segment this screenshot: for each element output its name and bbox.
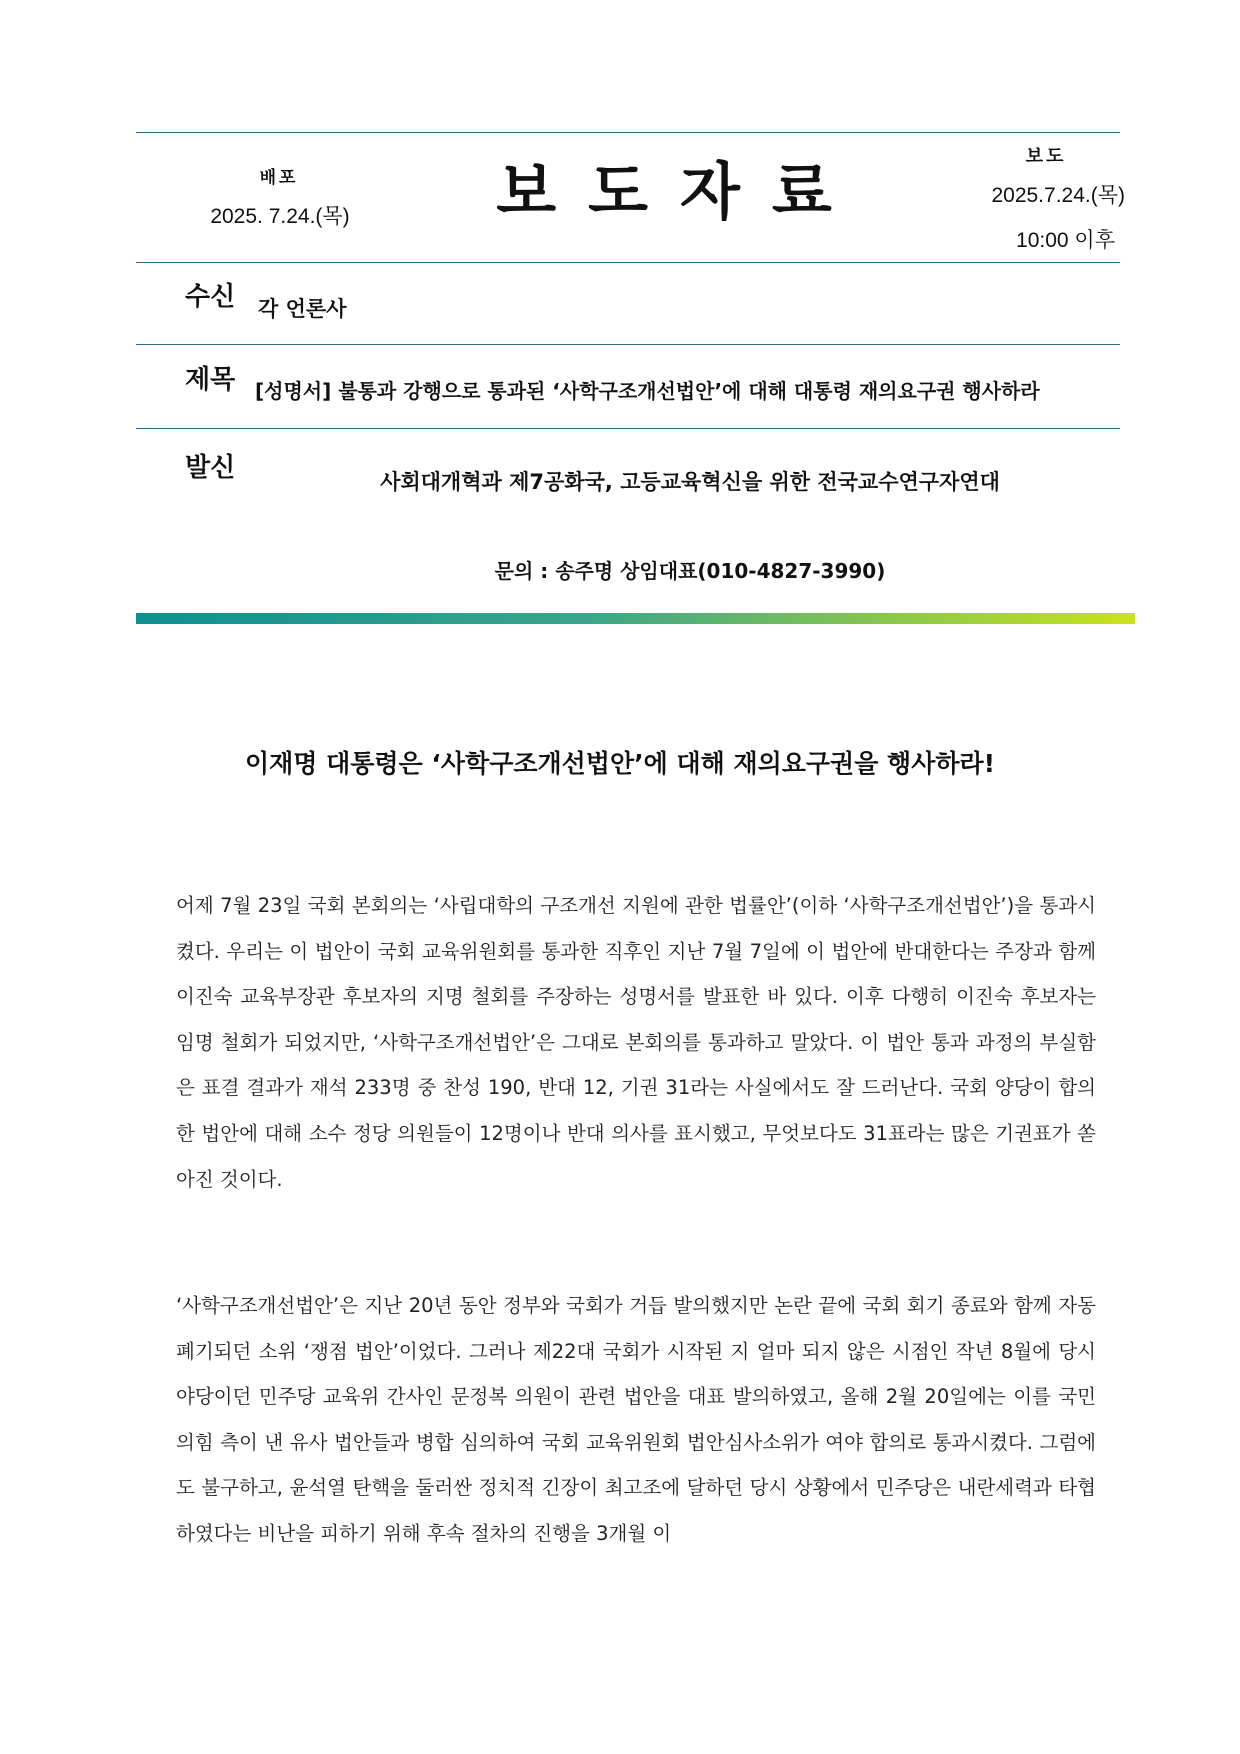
embargo-label: 보도 [1025,146,1067,167]
page-title: 보도자료 [496,155,864,228]
subject-value: [성명서] 불통과 강행으로 통과된 ‘사학구조개선법안’에 대해 대통령 재의요구권 행사하라 [255,379,1040,403]
header-top-rule [136,132,1120,133]
recipient-label: 수신 [185,282,236,312]
embargo-date: 2025.7.24.(목) [991,184,1125,207]
recipient-value: 각 언론사 [258,297,347,321]
headline: 이재명 대통령은 ‘사학구조개선법안’에 대해 재의요구권을 행사하라! [244,749,996,778]
gradient-divider [136,613,1135,624]
body-paragraph-2: ‘사학구조개선법안’은 지난 20년 동안 정부와 국회가 거듭 발의했지만 논란 끝에 국회 회기 종료와 함께 자동 폐기되던 소위 ‘쟁점 법안’이었다. 그러나 제22대 국회가 시작된 지 얼마 되지 않은 시점인 작년 8월에 당시 야당이던 민주당 교육위 간사인 문정복 의원이 관련 법안을 대표 발의하였고, 올해 2월 20일에는 이를 국민의힘 측이 낸 유사 법안들과 병합 심의하여 국회 교육위원회 법안심사소위가 여야 합의로 통과시켰다. 그럼에도 불구하고, 윤석열 탄핵을 둘러싼 정치적 긴장이 최고조에 달하던 당시 상황에서 민주당은 내란세력과 타협하였다는 비난을 피하기 위해 후속 절차의 진행을 3개월 이 [176,1294,1096,1545]
sender-label: 발신 [185,453,236,483]
body-paragraph-1: 어제 7월 23일 국회 본회의는 ‘사립대학의 구조개선 지원에 관한 법률안’(이하 ‘사학구조개선법안’)을 통과시켰다. 우리는 이 법안이 국회 교육위원회를 통과한 직후인 지난 7월 7일에 이 법안에 반대한다는 주장과 함께 이진숙 교육부장관 후보자의 지명 철회를 주장하는 성명서를 발표한 바 있다. 이후 다행히 이진숙 후보자는 임명 철회가 되었지만, ‘사학구조개선법안’은 그대로 본회의를 통과하고 말았다. 이 법안 통과 과정의 부실함은 표결 결과가 재석 233명 중 찬성 190, 반대 12, 기권 31라는 사실에서도 잘 드러난다. 국회 양당이 합의한 법안에 대해 소수 정당 의원들이 12명이나 반대 의사를 표시했고, 무엇보다도 31표라는 많은 기권표가 쏟아진 것이다. [176,894,1096,1191]
sender-value: 사회대개혁과 제7공화국, 고등교육혁신을 위한 전국교수연구자연대 [380,470,1000,494]
subject-label: 제목 [185,365,236,395]
distribution-label: 배포 [259,168,299,188]
subject-rule [136,428,1120,429]
contact-info: 문의 : 송주명 상임대표(010-4827-3990) [494,559,886,583]
embargo-time: 10:00 이후 [1016,229,1115,252]
header-bottom-rule [136,262,1120,263]
recipient-rule [136,344,1120,345]
distribution-date: 2025. 7.24.(목) [210,205,350,228]
